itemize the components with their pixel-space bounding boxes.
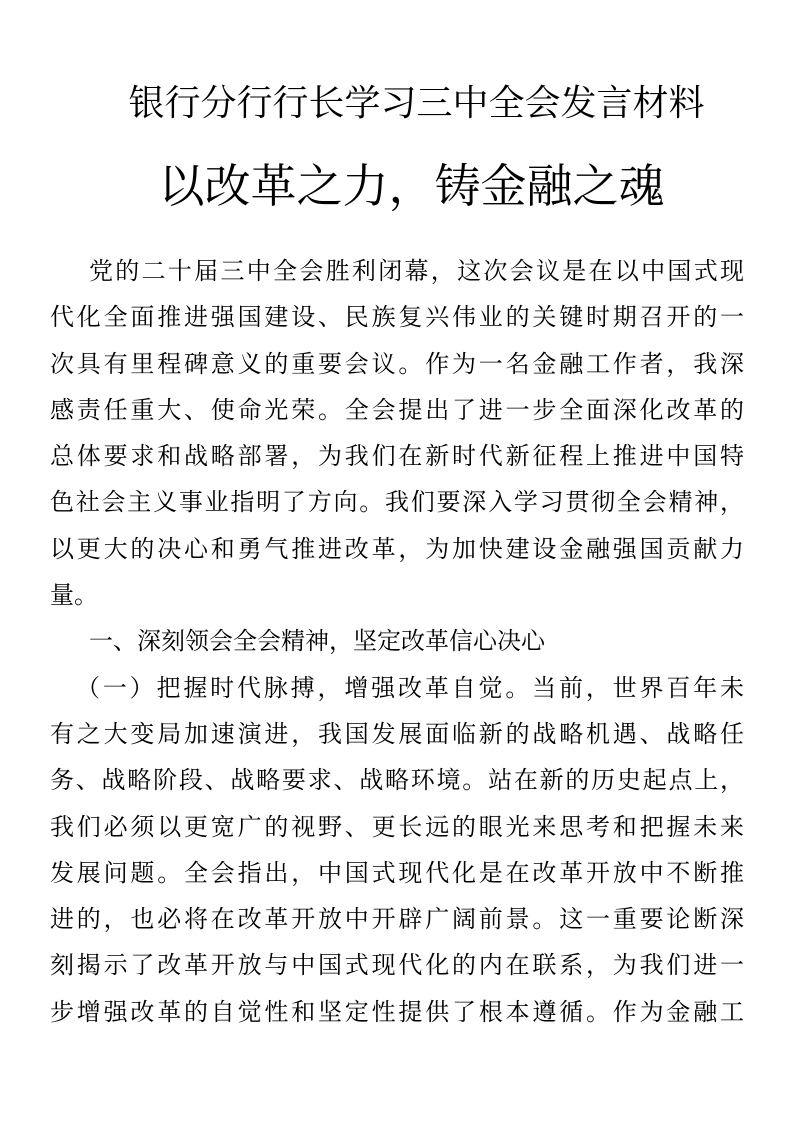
- document-title: 银行分行行长学习三中全会发言材料: [128, 83, 705, 124]
- subsection-lead: （一）把握时代脉搏，增强改革自觉。: [76, 673, 533, 702]
- body-line: 有之大变局加速演进，我国发展面临新的战略机遇、战略任: [50, 719, 744, 748]
- intro-line: 总体要求和战略部署，为我们在新时代新征程上推进中国特: [50, 442, 744, 471]
- subsection-first-line: [50, 665, 744, 711]
- intro-line: 党的二十届三中全会胜利闭幕，这次会议是在以中国式现: [89, 257, 744, 285]
- document-subtitle: 以改革之力，铸金融之魂: [158, 159, 665, 213]
- body-line: 发展问题。全会指出，中国式现代化是在改革开放中不断推: [50, 858, 744, 887]
- intro-line: 量。: [50, 581, 98, 610]
- body-line: 务、战略阶段、战略要求、战略环境。站在新的历史起点上，: [50, 766, 744, 795]
- body-line: 刻揭示了改革开放与中国式现代化的内在联系，为我们进一: [50, 951, 744, 980]
- intro-line: 感责任重大、使命光荣。全会提出了进一步全面深化改革的: [50, 395, 744, 424]
- body-line: 步增强改革的自觉性和坚定性提供了根本遵循。作为金融工: [50, 997, 744, 1026]
- intro-line: 次具有里程碑意义的重要会议。作为一名金融工作者，我深: [50, 349, 744, 378]
- intro-line: 色社会主义事业指明了方向。我们要深入学习贯彻全会精神，: [50, 488, 744, 517]
- document-body: [50, 248, 744, 1035]
- body-line: 我们必须以更宽广的视野、更长远的眼光来思考和把握未来: [50, 812, 744, 841]
- subsection-lead-rest: 当前，世界百年未: [532, 673, 745, 702]
- section-heading: 一、深刻领会全会精神，坚定改革信心决心: [89, 627, 545, 656]
- body-line: 进的，也必将在改革开放中开辟广阔前景。这一重要论断深: [50, 905, 744, 934]
- intro-line: 以更大的决心和勇气推进改革，为加快建设金融强国贡献力: [50, 534, 744, 563]
- intro-line: 代化全面推进强国建设、民族复兴伟业的关键时期召开的一: [50, 303, 744, 332]
